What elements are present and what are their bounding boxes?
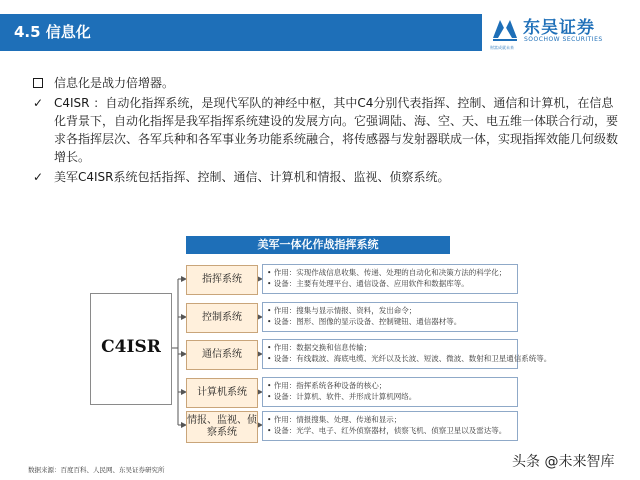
- desc-line: • 设备：图形、图像的显示设备、控制键钮、通信器材等。: [267, 317, 462, 326]
- desc-line: • 作用：情报搜集、处理、传递和显示；: [267, 415, 402, 424]
- c4isr-label: C4ISR: [101, 337, 161, 357]
- watermark: 头条 @未来智库: [512, 454, 615, 470]
- desc-line: • 作用：实现作战信息收集、传递、处理的自动化和决策方法的科学化；: [267, 268, 507, 277]
- desc-communication-system: [262, 339, 552, 369]
- desc-command-system: [262, 264, 518, 294]
- desc-control-system: [262, 302, 518, 332]
- data-source: 数据来源：百度百科、人民网、东吴证券研究所: [28, 466, 165, 474]
- check-icon: ✓: [32, 170, 44, 184]
- logo-name: 东吴证券: [523, 18, 595, 38]
- desc-line: • 作用：指挥系统各种设备的核心；: [267, 381, 387, 390]
- desc-line: • 作用：搜集与显示情报、资料，发出命令；: [267, 306, 417, 315]
- node-computer-system: 计算机系统: [186, 378, 258, 408]
- diagram-title: 美军一体化作战指挥系统: [186, 236, 450, 254]
- desc-line: • 设备：光学、电子、红外侦察器材，侦察飞机、侦察卫星以及雷达等。: [267, 426, 507, 435]
- bullet-text: C4ISR ：自动化指挥系统，是现代军队的神经中枢，其中C4分别代表指挥、控制、通信和计算机，在信息化背景下，自动化指挥是我军指挥系统建设的发展方向。它强调陆、海、空、天、电五维一体联合行动，要求各指挥层次、各军兵种和各军事业务功能系统融合，将传感器与发射器联成一体，实现指挥效能几何级数增长。: [54, 96, 619, 164]
- bullet-text: 信息化是战力倍增器。: [54, 76, 175, 90]
- logo-english-name: SOOCHOW SECURITIES: [524, 36, 603, 43]
- desc-computer-system: [262, 377, 518, 407]
- desc-isr-system: [262, 411, 518, 441]
- node-isr-system: 情报、监视、侦察系统: [186, 411, 258, 443]
- page-title: 4.5 信息化: [14, 23, 91, 41]
- check-icon: ✓: [32, 96, 44, 110]
- desc-line: • 设备：计算机、软件、并形成计算机网络。: [267, 392, 417, 401]
- bullet-text: 美军C4ISR系统包括指挥、控制、通信、计算机和情报、监视、侦察系统。: [54, 170, 450, 184]
- node-control-system: 控制系统: [186, 303, 258, 333]
- node-command-system: 指挥系统: [186, 265, 258, 295]
- desc-line: • 作用：数据交换和信息传输；: [267, 343, 372, 352]
- desc-line: • 设备：有线载波、海底电缆、光纤以及长波、短波、微波、数射和卫星通信系统等。: [267, 354, 552, 363]
- desc-line: • 设备：主要有处理平台、通信设备、应用软件和数据库等。: [267, 279, 469, 288]
- logo-tagline: 财富成就未来: [490, 45, 514, 50]
- node-communication-system: 通信系统: [186, 340, 258, 370]
